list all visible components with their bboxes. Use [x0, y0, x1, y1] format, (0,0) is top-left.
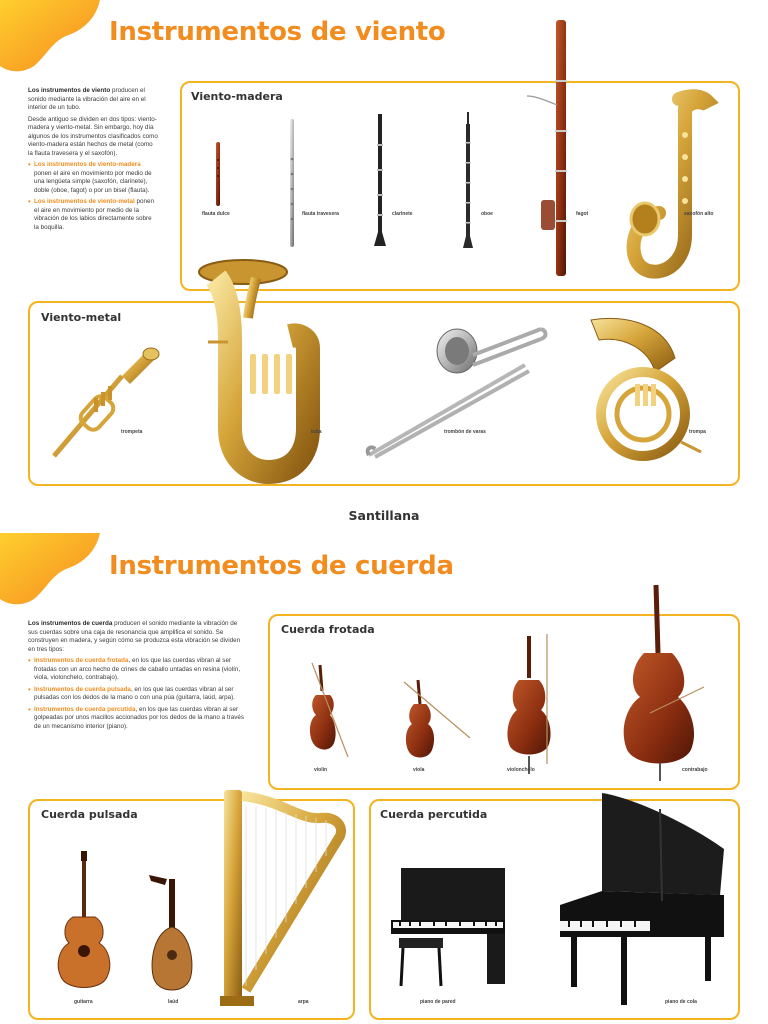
instrument-label: trompeta	[121, 429, 143, 435]
instrument-label: trombón de varas	[444, 429, 486, 435]
instrument-label: flauta dulce	[202, 211, 230, 217]
intro-text: Los instrumentos de viento producen el sonido mediante la vibración del aire en el interior de un tubo. Desde antiguo se dividen en dos tipos: viento-madera y viento-metal. Sin embargo, hoy día algunos de los instrumentos clasificados como viento-madera están hechos de metal (como la flauta travesera y el saxofón). • Los instrumentos de viento-madera ponen el aire en movimiento por medio de una lengüeta simple (saxofón, clarinete), doble (oboe, fagot) o por un bisel (flauta). • Los instrumentos de viento-metal ponen el aire en movimiento por medio de la vibración de los labios directamente sobre la boquilla.	[28, 87, 158, 235]
clarinet-image	[372, 114, 388, 248]
panel-title: Cuerda pulsada	[41, 808, 138, 821]
tuba-image	[198, 258, 313, 474]
oboe-image	[460, 112, 476, 250]
instrument-label: viola	[413, 767, 425, 773]
upright-piano-image	[387, 866, 507, 996]
instrument-label: trompa	[689, 429, 706, 435]
saxophone-image	[627, 95, 712, 277]
lute-image	[145, 871, 201, 993]
intro-text: Los instrumentos de cuerda producen el sonido mediante la vibración de sus cuerdas sobre una caja de resonancia que amplifica el sonido. Se construyen en madera, y según cómo se produzca esta vibración se dividen en tres tipos: • Instrumentos de cuerda frotada, en los que las cuerdas vibran al ser frotadas con un arco hecho de crines de caballo untadas en resina (violín, viola, violonchelo, contrabajo). • Instrumentos de cuerda pulsada, en los que las cuerdas vibran al ser pulsadas con los dedos de la mano o con una púa (guitarra, laúd, arpa). • Instrumentos de cuerda percutida, en los que las cuerdas vibran al ser golpeadas por unos macillos accionados por los dedos de la mano a través de un mecanismo interior (piano).	[28, 620, 248, 734]
instrument-label: contrabajo	[682, 767, 708, 773]
publisher-brand: Santillana	[348, 508, 420, 523]
panel-title: Cuerda percutida	[380, 808, 488, 821]
guitar-image	[55, 851, 113, 993]
trombone-image	[365, 325, 545, 461]
double-bass-image	[620, 583, 704, 783]
violin-image	[302, 661, 354, 761]
instrument-label: oboe	[481, 211, 493, 217]
page-title: Instrumentos de viento	[109, 17, 446, 47]
flute-image	[287, 119, 297, 249]
page-title: Instrumentos de cuerda	[109, 551, 454, 581]
instrument-label: piano de cola	[665, 999, 697, 1005]
instrument-label: flauta travesera	[302, 211, 339, 217]
cello-image	[503, 634, 555, 776]
panel-title: Viento-metal	[41, 311, 122, 324]
viola-image	[400, 676, 474, 760]
trumpet-image	[50, 346, 156, 462]
grand-piano-image	[540, 791, 730, 1007]
instrument-label: arpa	[298, 999, 309, 1005]
instrument-label: violonchelo	[507, 767, 535, 773]
panel-title: Cuerda frotada	[281, 623, 375, 636]
recorder-image	[213, 142, 223, 208]
instrument-label: violín	[314, 767, 328, 773]
decorative-blob	[0, 0, 100, 72]
instrument-label: saxofón alto	[684, 211, 714, 217]
harp-image	[220, 790, 346, 1010]
instrument-label: piano de pared	[420, 999, 456, 1005]
bassoon-image	[527, 20, 577, 278]
french-horn-image	[585, 314, 703, 474]
instrument-label: tuba	[311, 429, 322, 435]
instrument-label: guitarra	[74, 999, 93, 1005]
instrument-label: clarinete	[392, 211, 413, 217]
instrument-label: laúd	[168, 999, 179, 1005]
decorative-blob	[0, 533, 100, 605]
instrument-label: fagot	[576, 211, 589, 217]
panel-title: Viento-madera	[191, 90, 283, 103]
